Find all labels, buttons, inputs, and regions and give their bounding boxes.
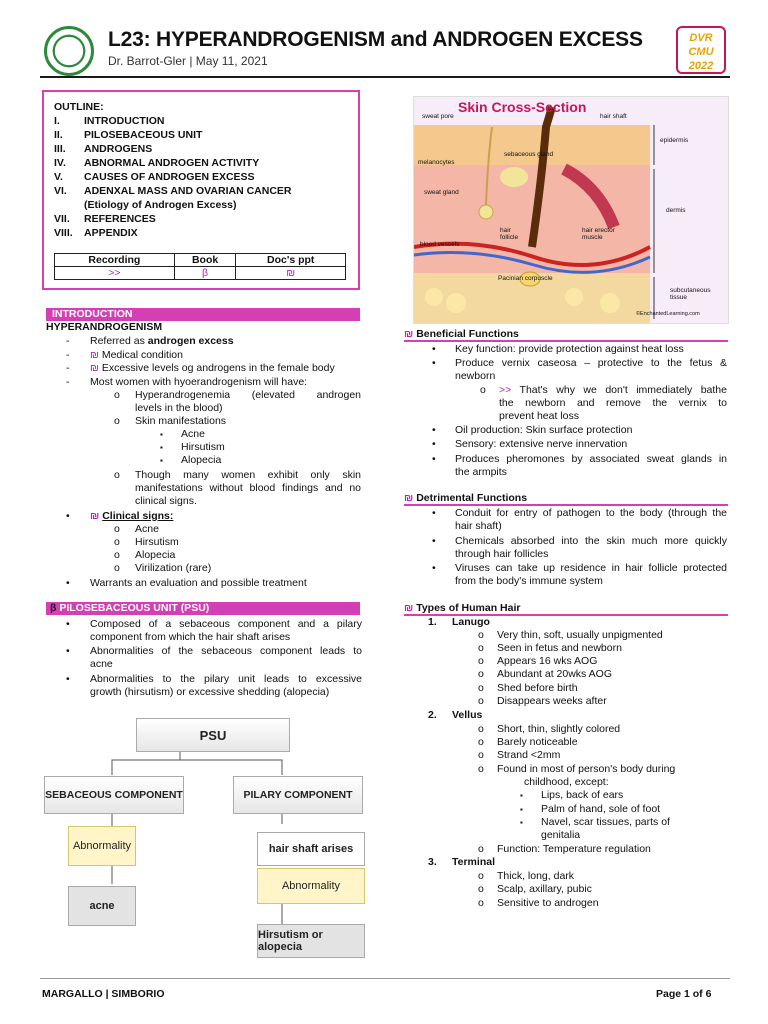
recording-note: >> That's why we don't immediately bathe — [499, 384, 727, 396]
disc-bullet: • — [432, 562, 436, 574]
disc-bullet: • — [432, 424, 436, 436]
intro-line: Referred as androgen excess — [90, 335, 234, 347]
disc-bullet: • — [432, 343, 436, 355]
skin-figure-title: Skin Cross-Section — [458, 99, 587, 115]
intro-subline: clinical signs. — [135, 495, 197, 507]
label-hair-follicle: hair follicle — [500, 227, 519, 241]
legend-header: Doc's ppt — [236, 254, 346, 267]
list-item: Shed before birth — [497, 682, 578, 694]
footer-authors: MARGALLO | SIMBORIO — [42, 988, 165, 1000]
clinical-signs-heading: ₪ Clinical signs: — [90, 510, 174, 522]
disc-bullet: • — [66, 577, 70, 589]
square-bullet: ▪ — [160, 430, 163, 439]
pilary-component-box: PILARY COMPONENT — [233, 776, 363, 814]
intro-subline: levels in the blood) — [135, 402, 223, 414]
list-item: Function: Temperature regulation — [497, 843, 651, 855]
heading-detrimental-functions: ₪ Detrimental Functions — [404, 492, 728, 506]
circle-bullet: o — [114, 536, 120, 548]
intro-line: Most women with hyoerandrogenism will have: — [90, 376, 308, 388]
legend-header: Recording — [55, 254, 175, 267]
heading-beneficial-functions: ₪ Beneficial Functions — [404, 328, 728, 342]
outline-item: III. ANDROGENS — [54, 143, 153, 155]
dash-bullet: - — [66, 376, 70, 388]
circle-bullet: o — [478, 695, 484, 707]
square-bullet: ▪ — [160, 443, 163, 452]
list-item: Acne — [135, 523, 159, 535]
label-epidermis: epidermis — [660, 137, 689, 144]
circle-bullet: o — [478, 723, 484, 735]
outline-item: I. INTRODUCTION — [54, 115, 165, 127]
psu-line: component from which the hair shaft arises — [90, 631, 291, 643]
hair-type-lanugo: Lanugo — [452, 616, 490, 628]
circle-bullet: o — [478, 655, 484, 667]
psu-line: Composed of a sebaceous component and a pilary — [90, 618, 362, 630]
legend-symbol: β — [174, 267, 236, 280]
circle-bullet: o — [478, 629, 484, 641]
school-seal-logo — [44, 26, 94, 76]
circle-bullet: o — [478, 668, 484, 680]
intro-subline: Skin manifestations — [135, 415, 227, 427]
circle-bullet: o — [478, 642, 484, 654]
sebaceous-component-box: SEBACEOUS COMPONENT — [44, 776, 184, 814]
disc-bullet: • — [432, 453, 436, 465]
beneficial-item: Oil production: Skin surface protection — [455, 424, 633, 436]
list-number: 1. — [428, 616, 437, 628]
circle-bullet: o — [114, 415, 120, 427]
label-melanocytes: melanocytes — [418, 159, 455, 166]
label-sweat-gland: sweat gland — [424, 189, 459, 196]
list-item: genitalia — [541, 829, 581, 841]
hirsutism-alopecia-box: Hirsutism or alopecia — [257, 924, 365, 958]
disc-bullet: • — [66, 618, 70, 630]
list-item: Lips, back of ears — [541, 789, 624, 801]
list-item: Hirsutism — [135, 536, 179, 548]
psu-line: Abnormalities to the pilary unit leads to excessive — [90, 673, 362, 685]
circle-bullet: o — [478, 883, 484, 895]
list-item: Abundant at 20wks AOG — [497, 668, 612, 680]
list-number: 2. — [428, 709, 437, 721]
skin-cross-section-figure — [413, 96, 729, 324]
recording-note: prevent heat loss — [499, 410, 579, 422]
source-legend-table — [54, 253, 346, 280]
beneficial-item: Key function: provide protection against heat loss — [455, 343, 684, 355]
list-item: Alopecia — [135, 549, 176, 561]
disc-bullet: • — [432, 357, 436, 369]
square-bullet: ▪ — [160, 456, 163, 465]
footer-divider — [40, 978, 730, 979]
heading-hyperandrogenism: HYPERANDROGENISM — [46, 321, 163, 333]
recording-note: the newborn and remove the vernix to — [499, 397, 727, 409]
label-hair-shaft: hair shaft — [600, 113, 627, 120]
disc-bullet: • — [432, 535, 436, 547]
beneficial-item: Sensory: extensive nerve innervation — [455, 438, 628, 450]
outline-item: VI. ADENXAL MASS AND OVARIAN CANCER — [54, 185, 292, 197]
circle-bullet: o — [478, 870, 484, 882]
square-bullet: ▪ — [520, 791, 523, 800]
square-bullet: ▪ — [520, 818, 523, 827]
disc-bullet: • — [432, 507, 436, 519]
dash-bullet: - — [66, 362, 70, 374]
circle-bullet: o — [114, 549, 120, 561]
beneficial-item: the armpits — [455, 466, 507, 478]
label-sweat-pore: sweat pore — [422, 113, 454, 120]
psu-root-box: PSU — [136, 718, 290, 752]
list-item: Appears 16 wks AOG — [497, 655, 598, 667]
circle-bullet: o — [480, 384, 486, 396]
legend-symbol: ₪ — [236, 267, 346, 280]
detrimental-item: from the body's immune system — [455, 575, 603, 587]
pilary-abnormality-box: Abnormality — [257, 868, 365, 904]
detrimental-item: hair shaft) — [455, 520, 502, 532]
legend-header: Book — [174, 254, 236, 267]
footer-page-number: Page 1 of 6 — [656, 988, 712, 1000]
list-item: Strand <2mm — [497, 749, 561, 761]
label-blood-vessels: blood vessels — [420, 241, 460, 248]
detrimental-item: through hair follicles — [455, 548, 549, 560]
intro-line: Warrants an evaluation and possible treatment — [90, 577, 307, 589]
circle-bullet: o — [478, 682, 484, 694]
beneficial-item: Produces pheromones by associated sweat glands in — [455, 453, 727, 465]
outline-item: V. CAUSES OF ANDROGEN EXCESS — [54, 171, 255, 183]
disc-bullet: • — [432, 438, 436, 450]
acne-result-box: acne — [68, 886, 136, 926]
psu-line: Abnormalities of the sebaceous component leads to — [90, 645, 362, 657]
label-pacinian: Pacinian corpuscle — [498, 275, 553, 282]
list-item: Barely noticeable — [497, 736, 578, 748]
batch-logo: DVR CMU 2022 — [676, 26, 726, 74]
list-item: Scalp, axillary, pubic — [497, 883, 592, 895]
list-item: Found in most of person's body during — [497, 763, 676, 775]
circle-bullet: o — [478, 843, 484, 855]
detrimental-item: Viruses can take up residence in hair follicle protected — [455, 562, 727, 574]
hair-shaft-box: hair shaft arises — [257, 832, 365, 866]
list-item: Palm of hand, sole of foot — [541, 803, 661, 815]
outline-item: IV. ABNORMAL ANDROGEN ACTIVITY — [54, 157, 260, 169]
dash-bullet: - — [66, 335, 70, 347]
list-item: Thick, long, dark — [497, 870, 575, 882]
intro-subline: Though many women exhibit only skin — [135, 469, 361, 481]
header-divider — [40, 76, 730, 78]
page-title: L23: HYPERANDROGENISM and ANDROGEN EXCESS — [108, 28, 643, 51]
dash-bullet: - — [66, 349, 70, 361]
outline-item: VIII. APPENDIX — [54, 227, 138, 239]
list-item: Alopecia — [181, 454, 222, 466]
circle-bullet: o — [478, 897, 484, 909]
square-bullet: ▪ — [520, 805, 523, 814]
circle-bullet: o — [114, 523, 120, 535]
legend-symbol: >> — [55, 267, 175, 280]
list-item: Seen in fetus and newborn — [497, 642, 622, 654]
sebaceous-abnormality-box: Abnormality — [68, 826, 136, 866]
beneficial-item: newborn — [455, 370, 496, 382]
list-item: Sensitive to androgen — [497, 897, 599, 909]
hair-type-terminal: Terminal — [452, 856, 495, 868]
circle-bullet: o — [114, 562, 120, 574]
figure-credit: ©EnchantedLearning.com — [636, 311, 700, 317]
circle-bullet: o — [478, 763, 484, 775]
outline-heading: OUTLINE: — [54, 101, 104, 113]
beneficial-item: Produce vernix caseosa – protective to the fetus & — [455, 357, 727, 369]
list-item: Very thin, soft, usually unpigmented — [497, 629, 663, 641]
detrimental-item: Conduit for entry of pathogen to the body (through the — [455, 507, 727, 519]
list-item: Short, thin, slightly colored — [497, 723, 621, 735]
circle-bullet: o — [114, 389, 120, 401]
outline-item: VII. REFERENCES — [54, 213, 156, 225]
intro-subline: Hyperandrogenemia (elevated androgen — [135, 389, 361, 401]
outline-item: (Etiology of Androgen Excess) — [84, 199, 237, 211]
disc-bullet: • — [66, 510, 70, 522]
list-item: Acne — [181, 428, 205, 440]
psu-line: growth (hirsutism) or excessive shedding (alopecia) — [90, 686, 330, 698]
heading-types-of-hair: ₪ Types of Human Hair — [404, 602, 728, 616]
section-bar-introduction: INTRODUCTION — [46, 308, 360, 321]
outline-item: II. PILOSEBACEOUS UNIT — [54, 129, 203, 141]
psu-line: acne — [90, 658, 113, 670]
disc-bullet: • — [66, 673, 70, 685]
hair-type-vellus: Vellus — [452, 709, 483, 721]
list-item: Hirsutism — [181, 441, 225, 453]
section-bar-psu: β PILOSEBACEOUS UNIT (PSU) — [46, 602, 360, 615]
label-hair-erector: hair erector muscle — [582, 227, 615, 241]
list-item: Disappears weeks after — [497, 695, 607, 707]
label-dermis: dermis — [666, 207, 686, 214]
intro-line: ₪ Medical condition — [90, 349, 183, 361]
intro-line: ₪ Excessive levels og androgens in the female body — [90, 362, 335, 374]
detrimental-item: Chemicals absorbed into the skin much more quickly — [455, 535, 727, 547]
label-subcutaneous: subcutaneous tissue — [670, 287, 711, 301]
list-number: 3. — [428, 856, 437, 868]
intro-subline: manifestations without blood findings and no — [135, 482, 361, 494]
list-item: Virilization (rare) — [135, 562, 212, 574]
list-item: childhood, except: — [524, 776, 609, 788]
disc-bullet: • — [66, 645, 70, 657]
circle-bullet: o — [114, 469, 120, 481]
circle-bullet: o — [478, 736, 484, 748]
label-sebaceous-gland: sebaceous gland — [504, 151, 554, 158]
page-subtitle: Dr. Barrot-Gler | May 11, 2021 — [108, 54, 268, 68]
circle-bullet: o — [478, 749, 484, 761]
list-item: Navel, scar tissues, parts of — [541, 816, 670, 828]
